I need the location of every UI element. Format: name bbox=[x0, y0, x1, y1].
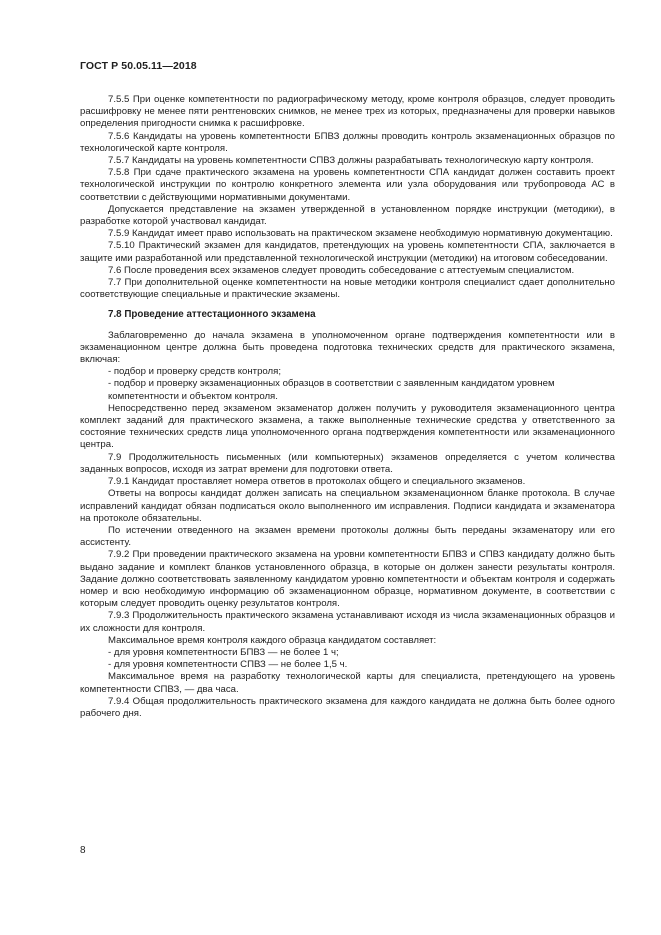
paragraph-7-8-intro: Заблаговременно до начала экзамена в уполномоченном органе подтверждения компетентности или в экзаменационном центре должна быть проведена подготовка технических средств для практического экзамена, включая: bbox=[80, 329, 615, 366]
document-header: ГОСТ Р 50.05.11—2018 bbox=[80, 60, 197, 72]
paragraph-7-9-2: 7.9.2 При проведении практического экзамена на уровни компетентности БПВЗ и СПВЗ кандидату должно быть выдано задание и комплект бланков установленного образца, в которые он должен занести результаты контроля. Задание должно соответствовать заявленному кандидатом уровню компетентности и объектам контроля и содержать номер и всю необходимую информацию об экзаменационном образце, нормативном документе, в соответствии с которым следует проводить оценку результатов контроля. bbox=[80, 549, 615, 610]
paragraph-7-9-1-answers: Ответы на вопросы кандидат должен записать на специальном экзаменационном бланке протокола. В случае исправлений кандидат обязан подписаться около выполненного им исправления. Подписи кандидата и экзаменатора на протоколе обязательны. bbox=[80, 488, 615, 524]
paragraph-7-6: 7.6 После проведения всех экзаменов следует проводить собеседование с аттестуемым специалистом. bbox=[108, 264, 575, 276]
paragraph-7-9-3-max-time: Максимальное время контроля каждого образца кандидатом составляет: bbox=[108, 634, 437, 646]
paragraph-7-9-1: 7.9.1 Кандидат проставляет номера ответов в протоколах общего и специального экзаменов. bbox=[108, 476, 526, 488]
paragraph-7-5-10: 7.5.10 Практический экзамен для кандидатов, претендующих на уровень компетентности СПА, заключается в защите ими разработанной или представленной технологической инструкции (методики) на итоговом собеседовании. bbox=[80, 240, 615, 264]
paragraph-7-5-7: 7.5.7 Кандидаты на уровень компетентности СПВЗ должны разрабатывать технологическую карту контроля. bbox=[108, 155, 594, 167]
paragraph-7-9: 7.9 Продолжительность письменных (или компьютерных) экзаменов определяется с учетом количества заданных вопросов, исходя из затрат времени для подготовки ответа. bbox=[80, 451, 615, 475]
list-item-bpvz-time: - для уровня компетентности БПВЗ — не более 1 ч; bbox=[108, 646, 339, 658]
list-item-spvz-time: - для уровня компетентности СПВЗ — не более 1,5 ч. bbox=[108, 659, 348, 671]
paragraph-7-5-5: 7.5.5 При оценке компетентности по радиографическому методу, кроме контроля образцов, следует проводить расшифровку не менее пяти рентгеновских снимков, не менее трех из которых, предназначены для проверки навыков определения пригодности снимка к расшифровке. bbox=[80, 94, 615, 130]
list-item-samples: - подбор и проверку экзаменационных образцов в соответствии с заявленным кандидатом уровнем компетентности и объектом контроля. bbox=[108, 378, 555, 402]
paragraph-7-7: 7.7 При дополнительной оценке компетентности на новые методики контроля специалист сдает дополнительно соответствующие специальные и практические экзамены. bbox=[80, 277, 615, 301]
paragraph-7-8-kit: Непосредственно перед экзаменом экзаменатор должен получить у руководителя экзаменационного центра комплект заданий для практического экзамена, а также выполненные технические средства у ответственного за состояние технических средств лица уполномоченного органа подтверждения компетентности или экзаменационного центра. bbox=[80, 402, 615, 451]
paragraph-7-9-3: 7.9.3 Продолжительность практического экзамена устанавливают исходя из числа экзаменационных образцов и их сложности для контроля. bbox=[80, 610, 615, 634]
paragraph-7-9-4: 7.9.4 Общая продолжительность практического экзамена для каждого кандидата не должна быть более одного рабочего дня. bbox=[80, 695, 615, 719]
page-number: 8 bbox=[80, 845, 86, 856]
list-item-tools: - подбор и проверку средств контроля; bbox=[108, 366, 281, 378]
section-heading-7-8: 7.8 Проведение аттестационного экзамена bbox=[108, 309, 316, 321]
paragraph-7-5-8: 7.5.8 При сдаче практического экзамена на уровень компетентности СПА кандидат должен составить проект технологической инструкции по контролю конкретного элемента или узла оборудования или трубопровода АС в соответствии с действующими нормативными документами. bbox=[80, 167, 615, 203]
paragraph-7-5-9: 7.5.9 Кандидат имеет право использовать на практическом экзамене необходимую нормативную документацию. bbox=[108, 228, 613, 240]
paragraph-7-9-3-card-time: Максимальное время на разработку технологической карты для специалиста, претендующего на уровень компетентности СПВЗ, — два часа. bbox=[80, 671, 615, 695]
document-body bbox=[80, 94, 615, 720]
paragraph-7-9-1-handover: По истечении отведенного на экзамен времени протоколы должны быть переданы экзаменатору или его ассистенту. bbox=[80, 524, 615, 549]
paragraph-7-5-8-note: Допускается представление на экзамен утвержденной в установленном порядке инструкции (методики), в разработке которой участвовал кандидат. bbox=[80, 203, 615, 228]
paragraph-7-5-6: 7.5.6 Кандидаты на уровень компетентности БПВЗ должны проводить контроль экзаменационных образцов по технологической карте контроля. bbox=[80, 130, 615, 154]
